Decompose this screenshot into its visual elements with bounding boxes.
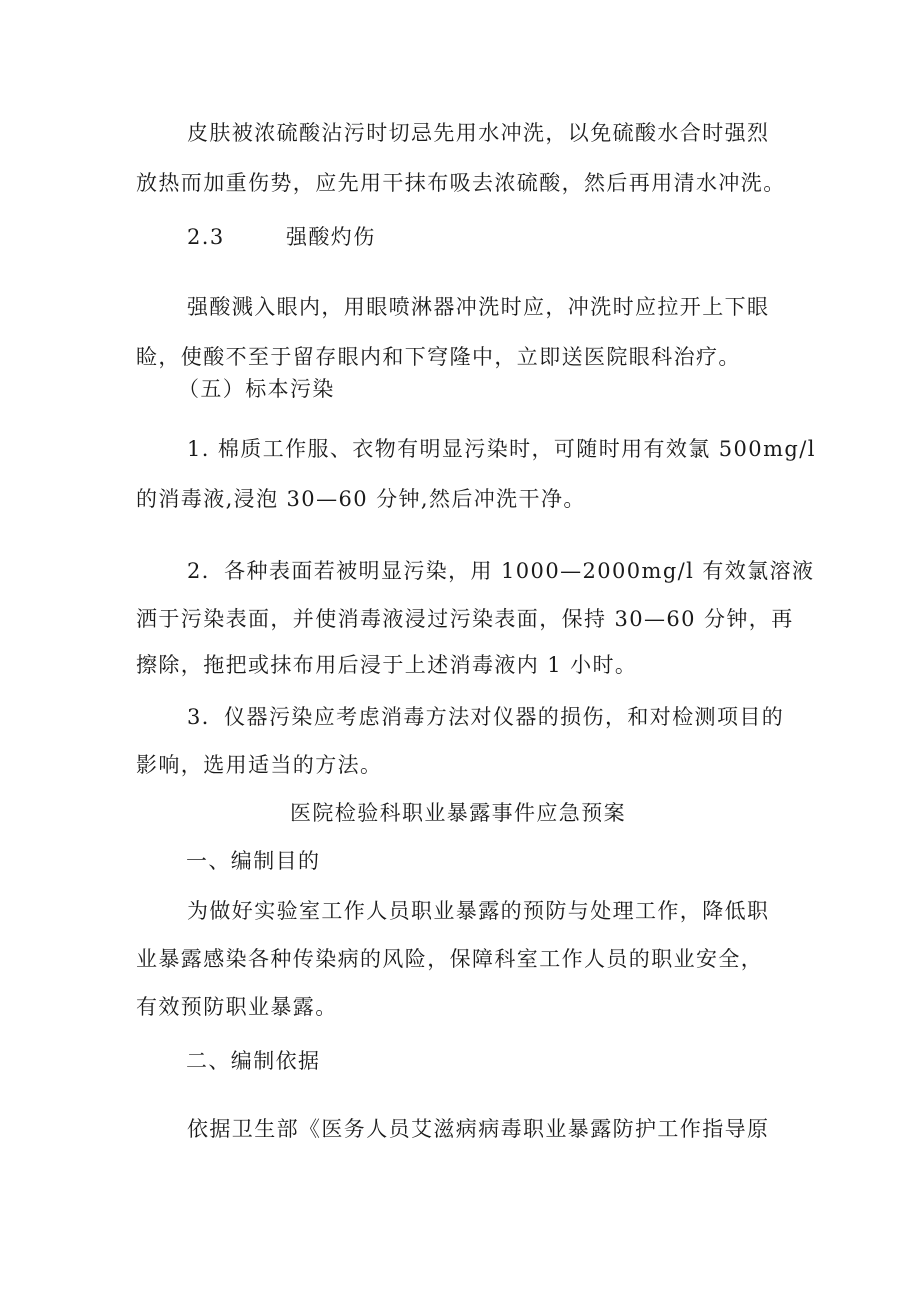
paragraph-line: 为做好实验室工作人员职业暴露的预防与处理工作，降低职: [187, 899, 770, 923]
part-title: 一、编制目的: [186, 849, 321, 873]
list-item-line: 1. 棉质工作服、衣物有明显污染时，可随时用有效氯 500mg/l: [187, 437, 816, 461]
list-item-line: 影响，选用适当的方法。: [136, 753, 383, 777]
list-item-line: 2．各种表面若被明显污染，用 1000—2000mg/l 有效氯溶液: [187, 559, 815, 583]
part-title: 二、编制依据: [186, 1049, 321, 1073]
paragraph-line: 皮肤被浓硫酸沾污时切忌先用水冲洗，以免硫酸水合时强烈: [187, 121, 770, 145]
section-number: 2.3: [187, 225, 225, 249]
paragraph-line: 放热而加重伤势，应先用干抹布吸去浓硫酸，然后再用清水冲洗。: [136, 171, 786, 195]
paragraph-line: 有效预防职业暴露。: [136, 995, 338, 1019]
section-title: 强酸灼伤: [286, 225, 376, 249]
paragraph-line: 睑，使酸不至于留存眼内和下穹隆中，立即送医院眼科治疗。: [136, 345, 741, 369]
list-item-line: 擦除，拖把或抹布用后浸于上述消毒液内 1 小时。: [136, 653, 638, 677]
paragraph-line: 业暴露感染各种传染病的风险，保障科室工作人员的职业安全，: [136, 947, 764, 971]
section-title: （五）标本污染: [178, 377, 335, 401]
paragraph-line: 依据卫生部《医务人员艾滋病病毒职业暴露防护工作指导原: [187, 1117, 770, 1141]
list-item-line: 洒于污染表面，并使消毒液浸过污染表面，保持 30—60 分钟，再: [136, 607, 794, 631]
list-item-line: 的消毒液,浸泡 30—60 分钟,然后冲洗干净。: [136, 487, 586, 511]
list-item-line: 3．仪器污染应考虑消毒方法对仪器的损伤，和对检测项目的: [187, 705, 785, 729]
paragraph-line: 强酸溅入眼内，用眼喷淋器冲洗时应，冲洗时应拉开上下眼: [187, 295, 770, 319]
document-title: 医院检验科职业暴露事件应急预案: [290, 801, 626, 825]
